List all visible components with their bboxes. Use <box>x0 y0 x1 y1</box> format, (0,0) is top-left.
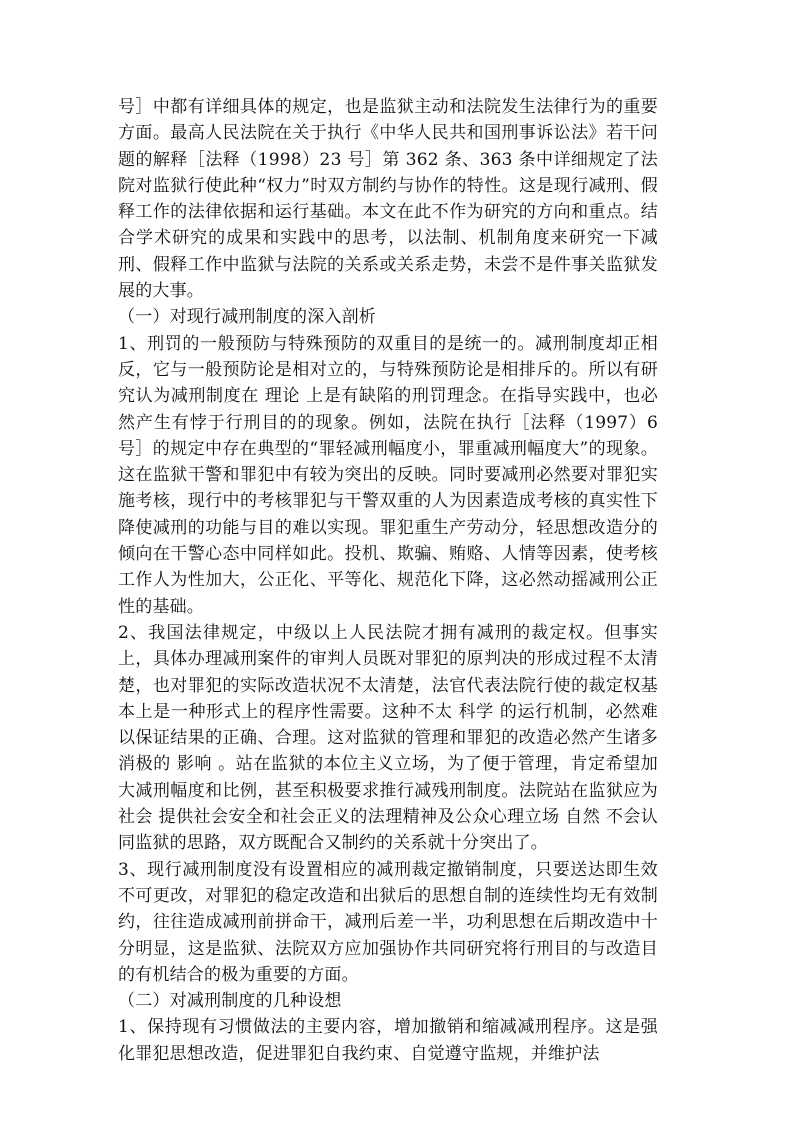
paragraph-point-1: 1、刑罚的一般预防与特殊预防的双重目的是统一的。减刑制度却正相反，它与一般预防论是相对立的，与特殊预防论是相排斥的。所以有研究认为减刑制度在 理论 上是有缺陷的刑罚理念。在指导实践中，也必然产生有悖于行刑目的的现象。例如，法院在执行［法释（1997）6 号］的规定中存在典型的“罪轻减刑幅度小，罪重减刑幅度大”的现象。这在监狱干警和罪犯中有较为突出的反映。同时要减刑必然要对罪犯实施考核，现行中的考核罪犯与干警双重的人为因素造成考核的真实性下降使减刑的功能与目的难以实现。罪犯重生产劳动分，轻思想改造分的倾向在干警心态中同样如此。投机、欺骗、贿赂、人情等因素，使考核工作人为性加大，公正化、平等化、规范化下降，这必然动摇减刑公正性的基础。 <box>118 333 658 617</box>
paragraph-point-2: 2、我国法律规定，中级以上人民法院才拥有减刑的裁定权。但事实上，具体办理减刑案件的审判人员既对罪犯的原判决的形成过程不太清楚，也对罪犯的实际改造状况不太清楚，法官代表法院行使的裁定权基本上是一种形式上的程序性需要。这种不太 科学 的运行机制，必然难以保证结果的正确、合理。这对监狱的管理和罪犯的改造必然产生诸多消极的 影响 。站在监狱的本位主义立场，为了便于管理，肯定希望加大减刑幅度和比例，甚至积极要求推行减残刑制度。法院站在监狱应为 社会 提供社会安全和社会正义的法理精神及公众心理立场 自然 不会认同监狱的思路，双方既配合又制约的关系就十分突出了。 <box>118 622 658 854</box>
paragraph-intro: 号］中都有详细具体的规定，也是监狱主动和法院发生法律行为的重要方面。最高人民法院在关于执行《中华人民共和国刑事诉讼法》若干问题的解释［法释（1998）23 号］第 362 条、363 条中详细规定了法院对监狱行使此种“权力”时双方制约与协作的特性。这是现行减刑、假释工作的法律依据和运行基础。本文在此不作为研究的方向和重点。结合学术研究的成果和实践中的思考，以法制、机制角度来研究一下减刑、假释工作中监狱与法院的关系或关系走势，未尝不是件事关监狱发展的大事。 <box>118 97 658 302</box>
paragraph-proposal-1: 1、保持现有习惯做法的主要内容，增加撤销和缩减减刑程序。这是强化罪犯思想改造，促进罪犯自我约束、自觉遵守监规，并维护法 <box>118 1017 658 1064</box>
paragraph-point-3: 3、现行减刑制度没有设置相应的减刑裁定撤销制度，只要送达即生效不可更改，对罪犯的稳定改造和出狱后的思想自制的连续性均无有效制约，往往造成减刑前拼命干，减刑后差一半，功利思想在后期改造中十分明显，这是监狱、法院双方应加强协作共同研究将行刑目的与改造目的有机结合的极为重要的方面。 <box>118 859 658 985</box>
document-page <box>118 94 658 1067</box>
section-heading-1: （一）对现行减刑制度的深入剖析 <box>118 307 376 328</box>
section-heading-2: （二）对减刑制度的几种设想 <box>118 991 342 1012</box>
